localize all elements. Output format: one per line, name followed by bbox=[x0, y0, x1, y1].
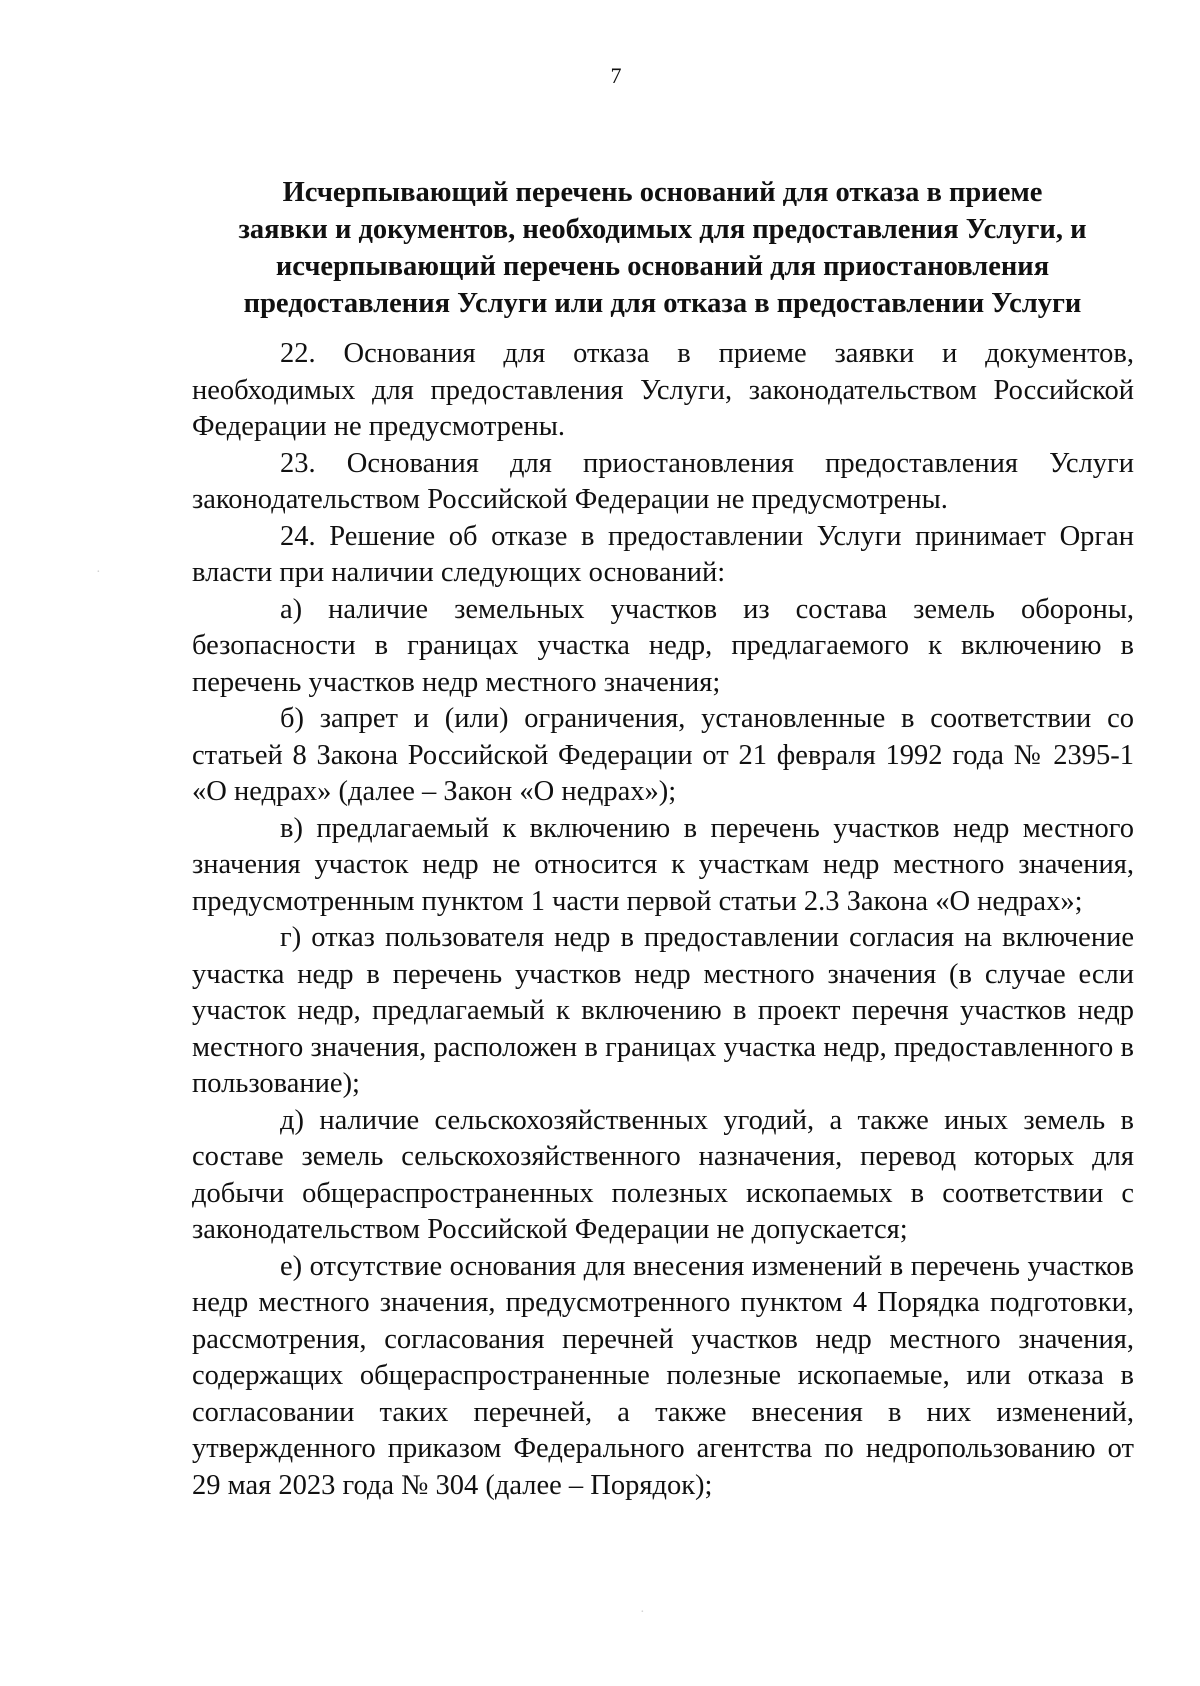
heading-line: исчерпывающий перечень оснований для приостановления bbox=[275, 251, 1050, 282]
section-heading bbox=[190, 174, 1135, 322]
paragraph-23: 23. Основания для приостановления предоставления Услуги законодательством Российской Федерации не предусмотрены. bbox=[192, 447, 1134, 515]
list-item-v: в) предлагаемый к включению в перечень участков недр местного значения участок недр не относится к участкам недр местного значения, предусмотренным пунктом 1 части первой статьи 2.3 Закона «О недрах»; bbox=[192, 812, 1134, 917]
scan-speck: · bbox=[640, 1605, 645, 1620]
heading-line: предоставления Услуги или для отказа в предоставлении Услуги bbox=[243, 288, 1082, 319]
list-item-e: е) отсутствие основания для внесения изменений в перечень участков недр местного значения, предусмотренного пунктом 4 Порядка подготовки, рассмотрения, согласования перечней участков недр местного значения, содержащих общераспространенные полезные ископаемые, или отказа в согласовании таких перечней, а также внесения в них изменений, утвержденного приказом Федерального агентства по недропользованию от 29 мая 2023 года № 304 (далее – Порядок); bbox=[192, 1250, 1134, 1501]
heading-line: заявки и документов, необходимых для предоставления Услуги, и bbox=[238, 214, 1087, 245]
list-item-b: б) запрет и (или) ограничения, установленные в соответствии со статьей 8 Закона Российской Федерации от 21 февраля 1992 года № 2395-1 «О недрах» (далее – Закон «О недрах»); bbox=[192, 703, 1134, 807]
list-item-a: а) наличие земельных участков из состава земель обороны, безопасности в границах участка недр, предлагаемого к включению в перечень участков недр местного значения; bbox=[192, 593, 1134, 698]
list-item-d: д) наличие сельскохозяйственных угодий, а также иных земель в составе земель сельскохозяйственного назначения, перевод которых для добычи общераспространенных полезных ископаемых в соответствии с законодательством Российской Федерации не допускается; bbox=[192, 1104, 1134, 1245]
document-body bbox=[192, 336, 1134, 1504]
list-item-g: г) отказ пользователя недр в предоставлении согласия на включение участка недр в перечень участков недр местного значения (в случае если участок недр, предлагаемый к включению в проект перечня участков недр местного значения, расположен в границах участка недр, предоставленного в пользование); bbox=[192, 922, 1134, 1099]
paragraph-22: 22. Основания для отказа в приеме заявки и документов, необходимых для предоставления Услуги, законодательством Российской Федерации не предусмотрены. bbox=[192, 338, 1134, 442]
paragraph-24: 24. Решение об отказе в предоставлении Услуги принимает Орган власти при наличии следующих оснований: bbox=[192, 520, 1134, 588]
page-number: 7 bbox=[610, 63, 622, 88]
heading-line: Исчерпывающий перечень оснований для отказа в приеме bbox=[282, 177, 1043, 208]
scan-speck: · bbox=[96, 565, 101, 580]
